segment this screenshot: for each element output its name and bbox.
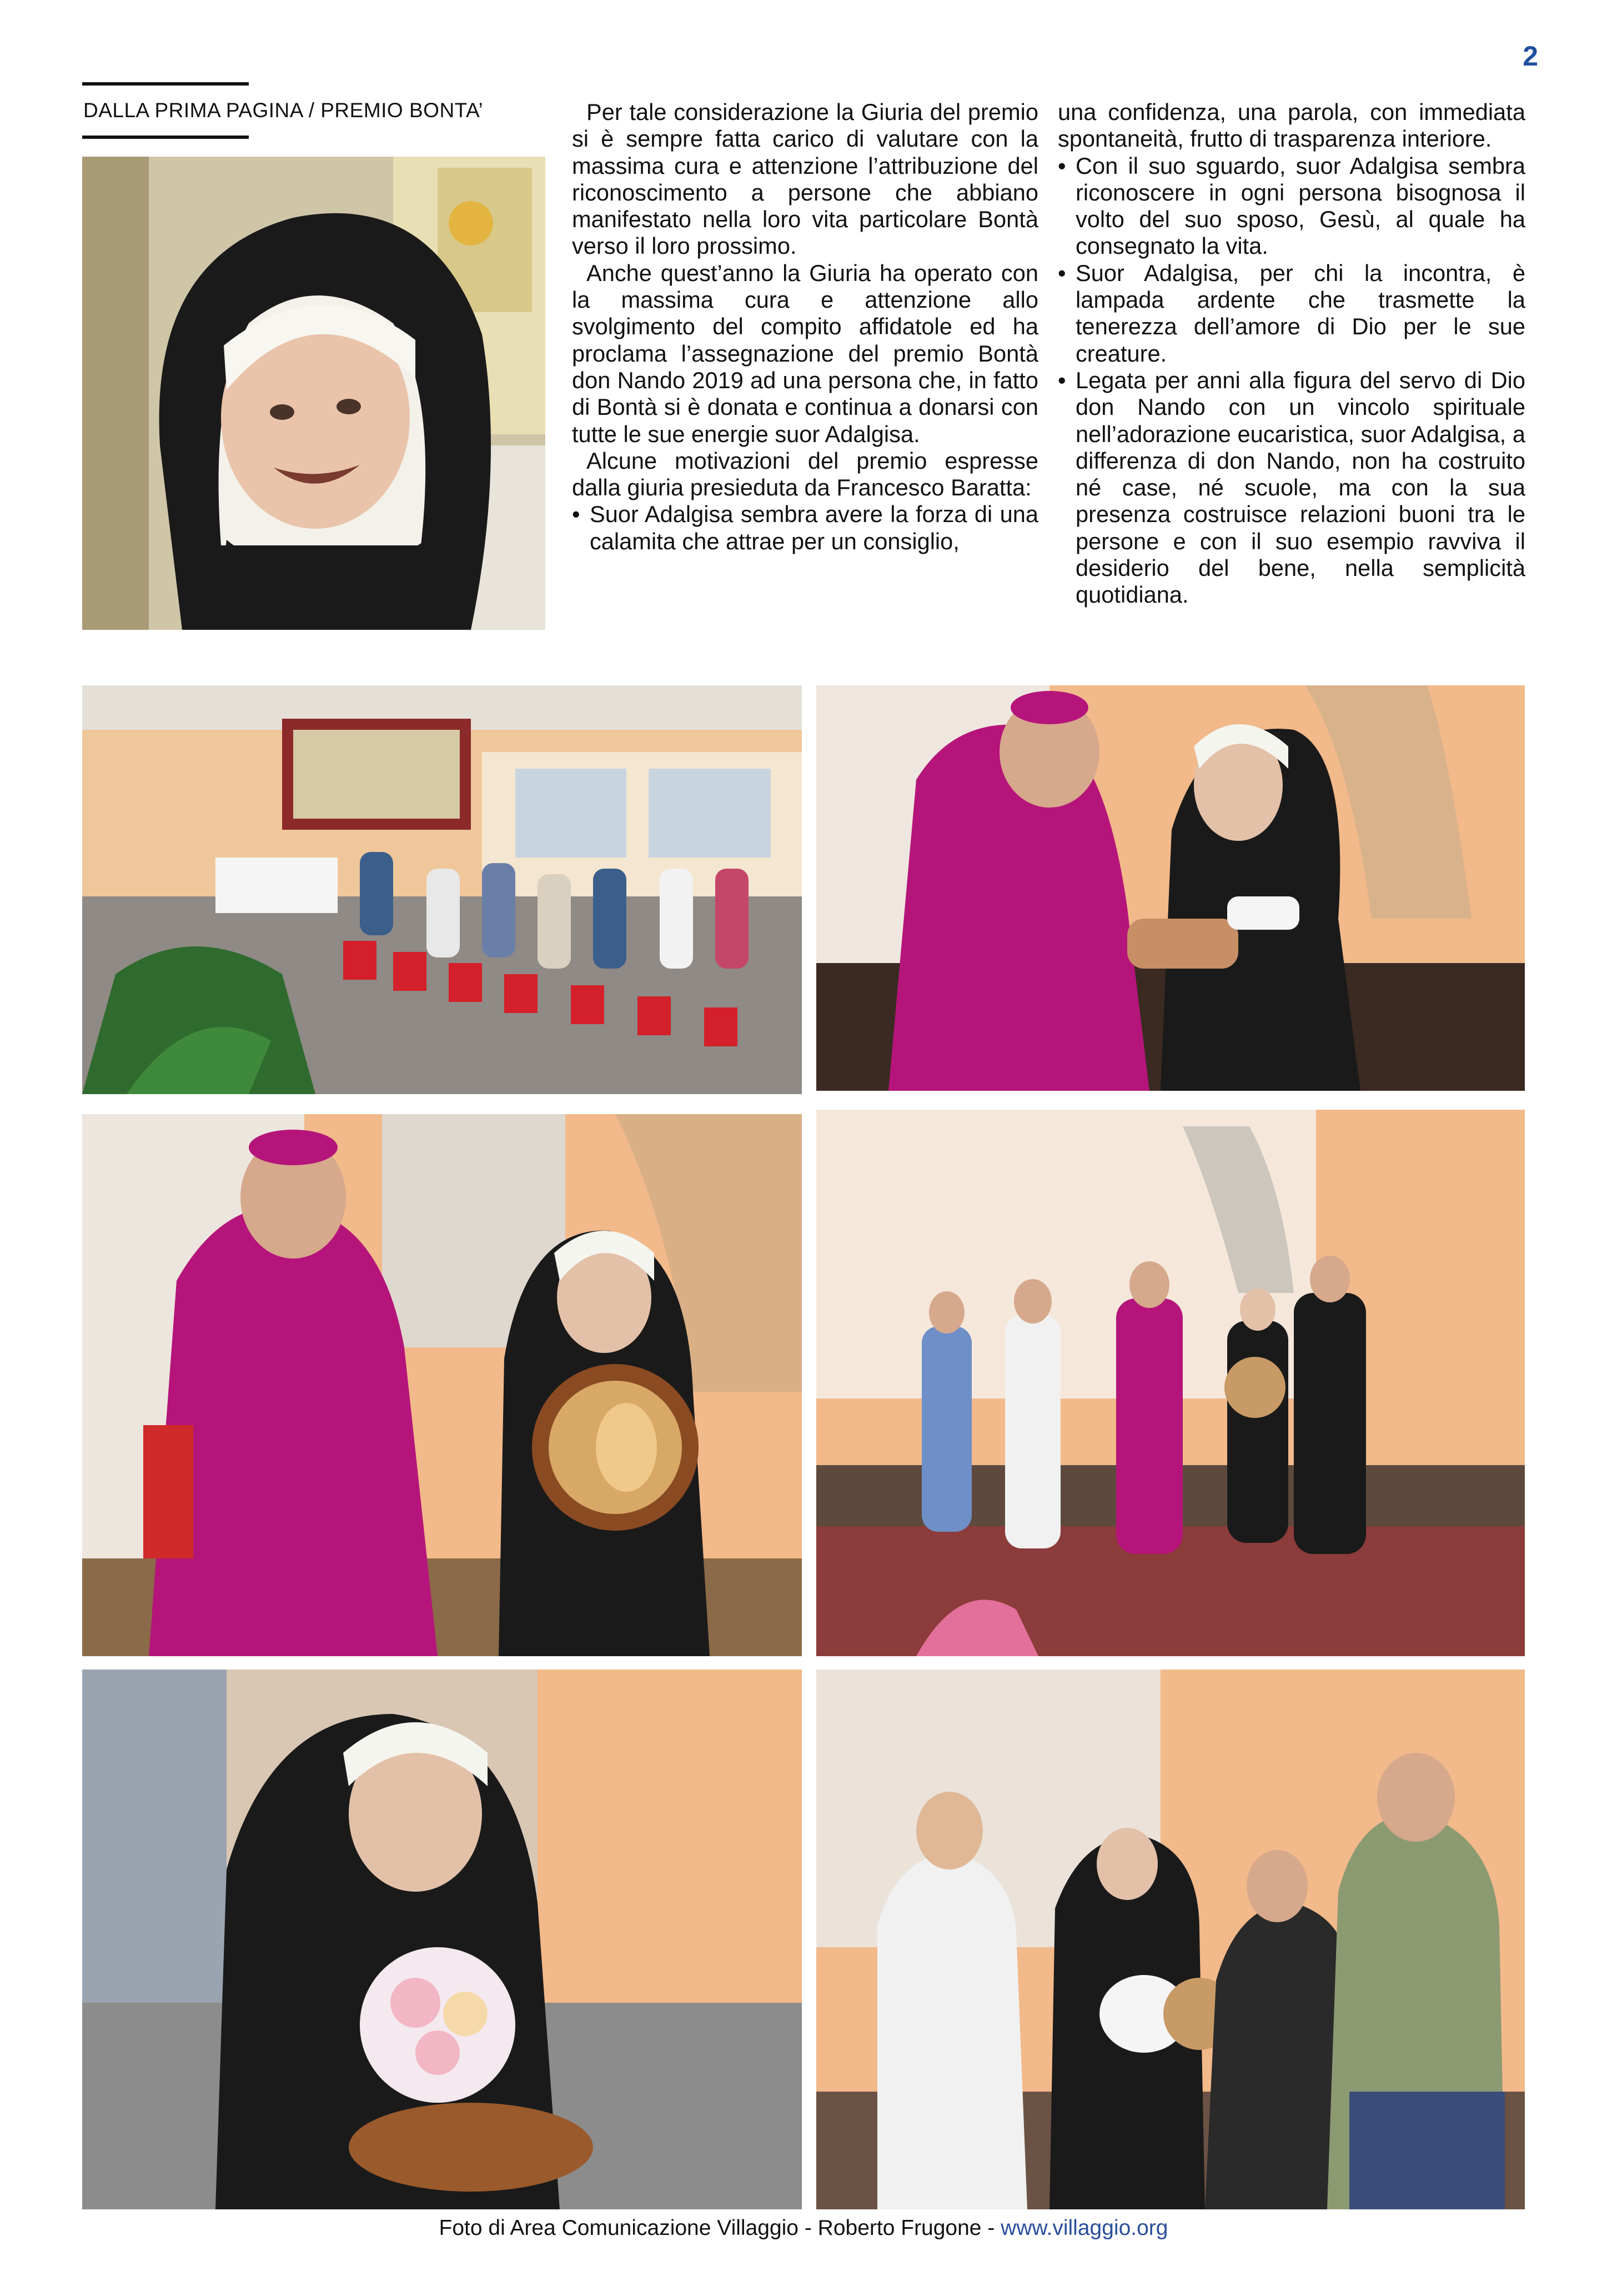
section-label: DALLA PRIMA PAGINA / PREMIO BONTA’ — [83, 99, 484, 122]
motivation-bullet — [1058, 153, 1525, 260]
bullet-text: Suor Adalgisa, per chi la incontra, è lampada ardente che trasmette la tenerezza dell’amore di Dio per le sue creature. — [1076, 259, 1525, 367]
paragraph: Anche quest’anno la Giuria ha operato con la massima cura e attenzione allo svolgimento del compito affidatole ed ha proclama l’assegnazione del premio Bontà don Nando 2019 ad una persona che, in fatto di Bontà si è donata e continua a donarsi con tutte le sue energie suor Adalgisa. — [572, 259, 1038, 447]
photo-bishop-and-nun-portrait — [82, 1114, 802, 1656]
motivation-bullet — [1058, 367, 1525, 609]
article-column-1 — [572, 99, 1038, 555]
section-rule-top — [82, 82, 249, 86]
photo-portrait-nun — [82, 157, 545, 630]
page-number: 2 — [1523, 41, 1538, 72]
article-column-2 — [1058, 99, 1525, 609]
website-link[interactable]: www.villaggio.org — [1001, 2216, 1168, 2240]
paragraph: Alcune motivazioni del premio espresse dalla giuria presieduta da Francesco Baratta: — [572, 447, 1038, 501]
motivation-bullet — [572, 501, 1038, 555]
bullet-text: Suor Adalgisa sembra avere la forza di una calamita che attrae per un consiglio, — [590, 501, 1038, 554]
photo-group-ceremony — [816, 1110, 1525, 1656]
bullet-glyph: • — [1058, 367, 1066, 393]
photo-credit — [0, 2216, 1607, 2240]
section-rule-bottom — [82, 136, 249, 139]
bullet-glyph: • — [1058, 152, 1066, 179]
photo-mass-outdoor — [82, 685, 802, 1094]
photo-credit-text: Foto di Area Comunicazione Villaggio - Roberto Frugone - — [439, 2216, 1001, 2240]
bullet-glyph: • — [1058, 259, 1066, 286]
photo-nun-with-guests — [816, 1670, 1525, 2209]
motivation-bullet — [1058, 260, 1525, 367]
bullet-text: Legata per anni alla figura del servo di Dio don Nando con un vincolo spirituale nell’adorazione eucaristica, suor Adalgisa, a differenza di don Nando, non ha costruito né case, né scuole, ma con la sua presenza costruisce relazioni buoni tra le persone e con il suo esempio ravviva il desiderio del bene, nella semplicità quotidiana. — [1076, 367, 1525, 608]
paragraph: una confidenza, una parola, con immediata spontaneità, frutto di trasparenza interiore. — [1058, 99, 1525, 152]
photo-nun-with-flowers — [82, 1670, 802, 2209]
bullet-text: Con il suo sguardo, suor Adalgisa sembra riconoscere in ogni persona bisognosa il volto del suo sposo, Gesù, al quale ha consegnato la vita. — [1076, 152, 1525, 259]
bullet-glyph: • — [572, 501, 580, 528]
paragraph: Per tale considerazione la Giuria del premio si è sempre fatta carico di valutare con la massima cura e attenzione l’attribuzione del riconoscimento a persone che abbiano manifestato nella loro vita particolare Bontà verso il loro prossimo. — [572, 99, 1038, 259]
photo-bishop-greeting-nun — [816, 685, 1525, 1091]
